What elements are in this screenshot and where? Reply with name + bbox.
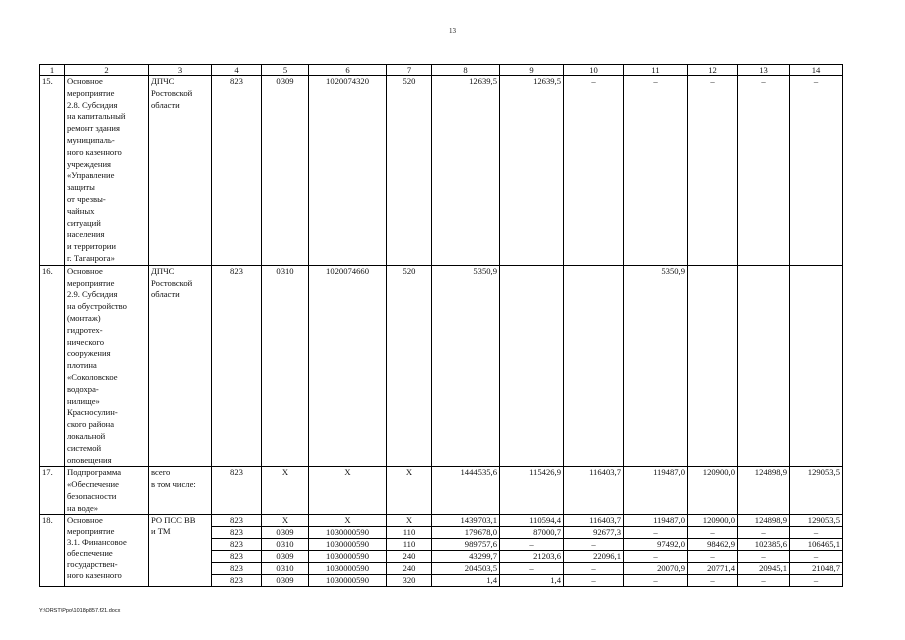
cell-rzpr: 0310 [262,539,309,551]
cell-year: – [500,563,564,575]
cell-vr: 110 [387,539,432,551]
cell-vr: 520 [387,76,432,266]
cell-year: 5350,9 [624,265,688,467]
col-header: 6 [309,65,387,76]
cell-year: – [688,527,738,539]
row-executor: ДПЧС Ростовской области [149,265,212,467]
cell-year: – [624,527,688,539]
cell-year: – [738,527,790,539]
cell-rzpr: 0309 [262,527,309,539]
footer-file-path: Y:\ORST\Ppo\1018p857.f21.docx [39,608,121,614]
cell-year: 22096,1 [564,551,624,563]
budget-table [39,64,843,587]
cell-rzpr: 0310 [262,265,309,467]
cell-vr: 520 [387,265,432,467]
cell-year: 129053,5 [790,515,843,527]
cell-year: 106465,1 [790,539,843,551]
cell-vr: Х [387,467,432,515]
cell-grbs: 823 [212,467,262,515]
cell-year: 98462,9 [688,539,738,551]
cell-total: 1444535,6 [432,467,500,515]
cell-year: – [738,551,790,563]
cell-year: – [624,76,688,266]
cell-year: – [500,539,564,551]
cell-csr: 1020074660 [309,265,387,467]
cell-csr: 1030000590 [309,563,387,575]
cell-rzpr: Х [262,515,309,527]
cell-csr: 1030000590 [309,575,387,587]
cell-total: 1,4 [432,575,500,587]
row-executor: всего в том числе: [149,467,212,515]
cell-rzpr: Х [262,467,309,515]
cell-year: 120900,0 [688,467,738,515]
cell-year: – [790,527,843,539]
cell-year: 20070,9 [624,563,688,575]
cell-grbs: 823 [212,563,262,575]
cell-year: – [624,575,688,587]
cell-year: – [790,575,843,587]
cell-csr: 1020074320 [309,76,387,266]
col-header: 8 [432,65,500,76]
table-row [40,265,843,467]
cell-year [688,265,738,467]
cell-grbs: 823 [212,265,262,467]
cell-year: – [790,76,843,266]
cell-year: – [564,575,624,587]
cell-year: 92677,3 [564,527,624,539]
cell-year [564,265,624,467]
cell-year: 1,4 [500,575,564,587]
cell-year [738,265,790,467]
cell-rzpr: 0309 [262,551,309,563]
cell-year: – [564,539,624,551]
cell-year: 116403,7 [564,467,624,515]
cell-year: 116403,7 [564,515,624,527]
cell-vr: 110 [387,527,432,539]
cell-year: – [564,563,624,575]
header-row [40,65,843,76]
cell-grbs: 823 [212,527,262,539]
cell-year: 110594,4 [500,515,564,527]
row-number: 15. [40,76,65,266]
cell-total: 12639,5 [432,76,500,266]
cell-total: 5350,9 [432,265,500,467]
cell-csr: Х [309,467,387,515]
col-header: 2 [65,65,149,76]
cell-rzpr: 0309 [262,76,309,266]
cell-year: – [738,575,790,587]
cell-year: – [738,76,790,266]
cell-total: 43299,7 [432,551,500,563]
cell-csr: 1030000590 [309,551,387,563]
cell-year: – [564,76,624,266]
cell-csr: 1030000590 [309,539,387,551]
cell-year: 115426,9 [500,467,564,515]
cell-year: – [688,575,738,587]
col-header: 3 [149,65,212,76]
cell-year: 124898,9 [738,467,790,515]
cell-year: 21048,7 [790,563,843,575]
cell-year: 21203,6 [500,551,564,563]
cell-year: – [688,76,738,266]
cell-year: 20771,4 [688,563,738,575]
cell-year: 97492,0 [624,539,688,551]
cell-grbs: 823 [212,539,262,551]
cell-total: 204503,5 [432,563,500,575]
table-row [40,515,843,527]
row-number: 16. [40,265,65,467]
col-header: 5 [262,65,309,76]
col-header: 11 [624,65,688,76]
page-number: 13 [449,27,456,35]
cell-year: 87000,7 [500,527,564,539]
col-header: 14 [790,65,843,76]
row-name: Основное мероприятие 2.8. Субсидия на капитальный ремонт здания муниципаль- ного казенного учреждения «Управление защиты от чрезвы- чайных ситуаций населения и территории г. Таганрога» [65,76,149,266]
row-number: 18. [40,515,65,587]
cell-rzpr: 0310 [262,563,309,575]
cell-year: 119487,0 [624,467,688,515]
cell-grbs: 823 [212,551,262,563]
col-header: 12 [688,65,738,76]
row-executor: ДПЧС Ростовской области [149,76,212,266]
cell-csr: Х [309,515,387,527]
col-header: 4 [212,65,262,76]
col-header: 13 [738,65,790,76]
row-executor: РО ПСС ВВ и ТМ [149,515,212,587]
cell-year: – [688,551,738,563]
cell-csr: 1030000590 [309,527,387,539]
cell-year: 124898,9 [738,515,790,527]
cell-year: 20945,1 [738,563,790,575]
cell-year: 129053,5 [790,467,843,515]
cell-grbs: 823 [212,76,262,266]
cell-year: 102385,6 [738,539,790,551]
cell-vr: 240 [387,563,432,575]
cell-rzpr: 0309 [262,575,309,587]
cell-year [790,265,843,467]
row-name: Основное мероприятие 3.1. Финансовое обеспечение государствен- ного казенного [65,515,149,587]
col-header: 7 [387,65,432,76]
cell-year: 12639,5 [500,76,564,266]
cell-total: 1439703,1 [432,515,500,527]
cell-grbs: 823 [212,515,262,527]
cell-total: 179678,0 [432,527,500,539]
cell-year [500,265,564,467]
col-header: 9 [500,65,564,76]
cell-year: 120900,0 [688,515,738,527]
cell-year: 119487,0 [624,515,688,527]
row-name: Подпрограмма «Обеспечение безопасности на воде» [65,467,149,515]
table-row [40,467,843,515]
cell-vr: 320 [387,575,432,587]
cell-vr: 240 [387,551,432,563]
row-number: 17. [40,467,65,515]
cell-total: 989757,6 [432,539,500,551]
table-row [40,76,843,266]
col-header: 1 [40,65,65,76]
cell-year: – [790,551,843,563]
cell-vr: Х [387,515,432,527]
cell-year: – [624,551,688,563]
col-header: 10 [564,65,624,76]
cell-grbs: 823 [212,575,262,587]
row-name: Основное мероприятие 2.9. Субсидия на обустройство (монтаж) гидротех- нического сооружения плотина «Соколовское водохра- нилище» Красносулин- ского района локальной системой оповещения [65,265,149,467]
